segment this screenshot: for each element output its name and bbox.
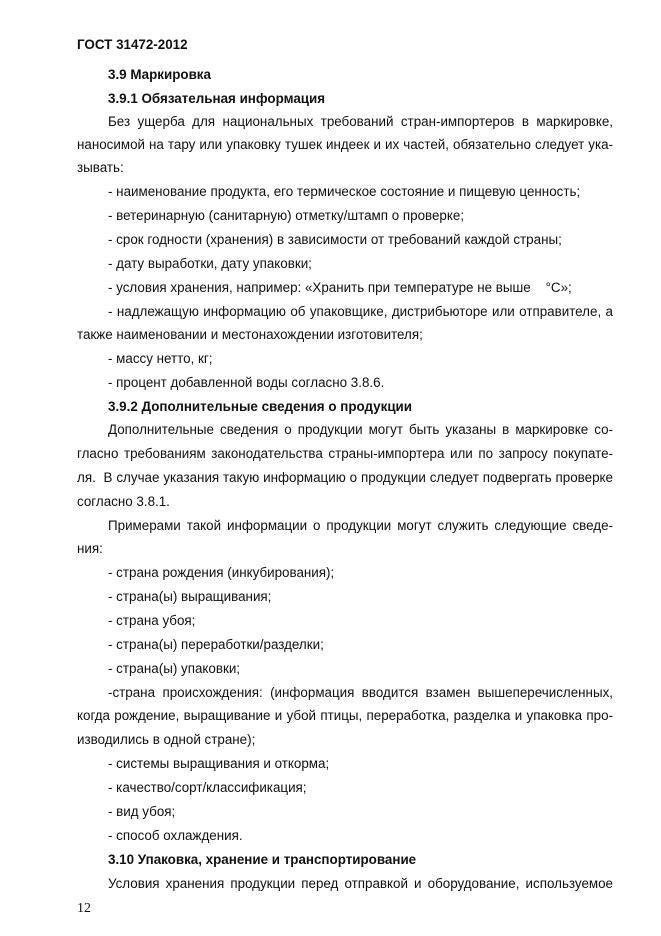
page-number: 12	[77, 901, 91, 916]
list-item: - способ охлаждения.	[108, 828, 243, 843]
list-item: - системы выращивания и откорма;	[108, 756, 330, 771]
list-item: - страна(ы) переработки/разделки;	[108, 637, 324, 652]
list-item-continuation: когда рождение, выращивание и убой птицы, переработка, разделка и упаковка про-	[77, 708, 613, 723]
list-item-continuation: также наименовании и местонахождении изготовителя;	[77, 327, 423, 342]
paragraph-line: ния:	[77, 541, 103, 556]
section-heading-3-9: 3.9 Маркировка	[108, 67, 211, 82]
list-item: - надлежащую информацию об упаковщике, дистрибьюторе или отправителе, а	[108, 304, 613, 319]
list-item: - ветеринарную (санитарную) отметку/штамп о проверке;	[108, 208, 465, 223]
paragraph-line: наносимой на тару или упаковку тушек индеек и их частей, обязательно следует ука-	[77, 137, 613, 152]
section-heading-3-9-2: 3.9.2 Дополнительные сведения о продукции	[108, 399, 413, 414]
list-item-continuation: изводились в одной стране);	[77, 732, 256, 747]
paragraph-line: Дополнительные сведения о продукции могут быть указаны в маркировке со-	[108, 422, 613, 437]
list-item: - вид убоя;	[108, 804, 176, 819]
paragraph-line: согласно 3.8.1.	[77, 494, 170, 509]
document-header: ГОСТ 31472-2012	[77, 37, 188, 52]
paragraph-line: Примерами такой информации о продукции могут служить следующие сведе-	[108, 518, 613, 533]
paragraph-line: ля. В случае указания такую информацию о продукции следует подвергать проверке	[77, 470, 613, 485]
paragraph-line: Без ущерба для национальных требований стран-импортеров в маркировке,	[108, 114, 613, 129]
list-item: - наименование продукта, его термическое состояние и пищевую ценность;	[108, 184, 581, 199]
paragraph-line: Условия хранения продукции перед отправкой и оборудование, используемое	[108, 876, 613, 891]
list-item: - дату выработки, дату упаковки;	[108, 256, 312, 271]
list-item: -страна происхождения: (информация вводится взамен вышеперечисленных,	[108, 685, 613, 700]
list-item: - срок годности (хранения) в зависимости от требований каждой страны;	[108, 232, 562, 247]
list-item: - массу нетто, кг;	[108, 351, 213, 366]
section-heading-3-9-1: 3.9.1 Обязательная информация	[108, 91, 326, 106]
list-item: - страна убоя;	[108, 613, 196, 628]
list-item: - страна(ы) упаковки;	[108, 661, 241, 676]
list-item: - процент добавленной воды согласно 3.8.6.	[108, 375, 385, 390]
list-item: - качество/сорт/классификация;	[108, 780, 307, 795]
paragraph-line: гласно требованиям законодательства страны-импортера или по запросу покупате-	[77, 446, 613, 461]
list-item: - условия хранения, например: «Хранить при температуре не выше °С»;	[108, 280, 572, 295]
list-item: - страна(ы) выращивания;	[108, 589, 272, 604]
section-heading-3-10: 3.10 Упаковка, хранение и транспортирование	[108, 852, 417, 867]
paragraph-line: зывать:	[77, 160, 124, 175]
list-item: - страна рождения (инкубирования);	[108, 565, 335, 580]
